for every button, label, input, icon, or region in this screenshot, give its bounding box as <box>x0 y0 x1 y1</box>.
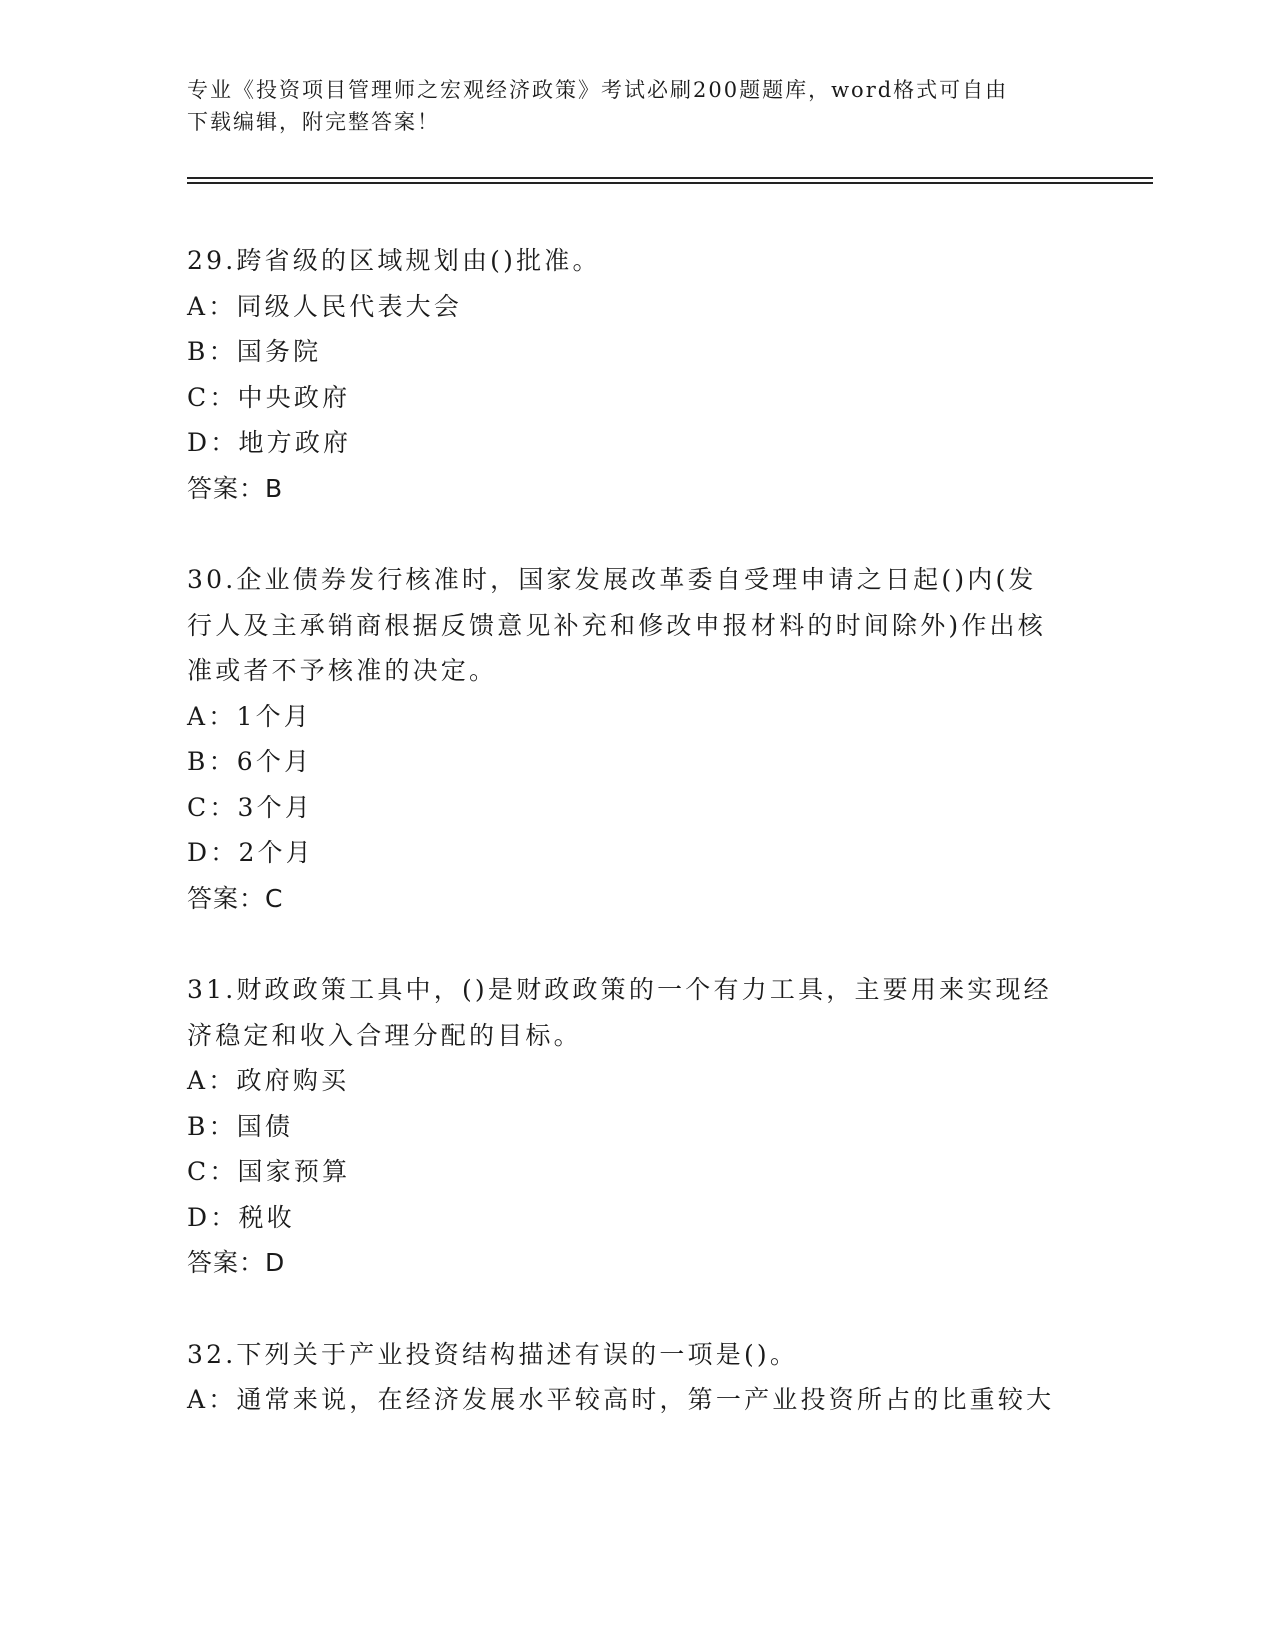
document-header <box>187 74 1067 138</box>
option-letter: A： <box>187 291 237 321</box>
option-letter: C： <box>187 792 238 822</box>
option-d <box>187 830 1087 876</box>
question-text-line-1: 31.财政政策工具中，()是财政政策的一个有力工具，主要用来实现经 <box>187 975 1052 1004</box>
option-letter: B： <box>187 337 237 366</box>
option-letter: C： <box>187 1157 238 1186</box>
option-c <box>187 785 1087 831</box>
option-d <box>187 420 1087 466</box>
answer-line: 答案：B <box>187 473 284 503</box>
option-letter: B： <box>187 1111 237 1141</box>
option-text: 通常来说，在经济发展水平较高时，第一产业投资所占的比重较大 <box>236 1385 1055 1414</box>
option-text: 3个月 <box>237 792 314 822</box>
question-text-line-1: 30.企业债券发行核准时，国家发展改革委自受理申请之日起()内(发 <box>187 565 1037 594</box>
option-b <box>187 1104 1087 1150</box>
header-divider-bottom <box>187 182 1153 184</box>
question-32 <box>187 1332 1087 1423</box>
option-letter: C： <box>187 382 238 412</box>
question-29 <box>187 238 1087 511</box>
option-letter: B： <box>187 747 237 776</box>
option-text: 地方政府 <box>238 428 352 457</box>
option-text: 国债 <box>236 1111 294 1141</box>
question-31 <box>187 967 1087 1286</box>
option-a <box>187 284 1087 330</box>
header-divider-top <box>187 177 1153 179</box>
question-text-line-2: 行人及主承销商根据反馈意见补充和修改申报材料的时间除外)作出核 <box>187 610 1046 640</box>
option-text: 中央政府 <box>237 382 351 412</box>
question-text-line-3: 准或者不予核准的决定。 <box>187 656 498 685</box>
option-text: 同级人民代表大会 <box>236 291 463 321</box>
option-a <box>187 694 1087 740</box>
option-c <box>187 375 1087 421</box>
option-a <box>187 1058 1087 1104</box>
question-text: 29.跨省级的区域规划由()批准。 <box>187 246 601 275</box>
header-line-1: 专业《投资项目管理师之宏观经济政策》考试必刷200题题库，word格式可自由 <box>187 78 1009 102</box>
option-letter: D： <box>187 838 239 867</box>
option-letter: A： <box>187 1385 237 1414</box>
header-line-2: 下载编辑，附完整答案！ <box>187 110 440 134</box>
option-text: 2个月 <box>238 838 314 867</box>
option-text: 国家预算 <box>237 1157 351 1186</box>
question-30 <box>187 557 1087 921</box>
option-text: 税收 <box>238 1202 295 1232</box>
question-text: 32.下列关于产业投资结构描述有误的一项是()。 <box>187 1339 799 1369</box>
option-c <box>187 1149 1087 1195</box>
option-text: 国务院 <box>236 337 322 366</box>
option-letter: A： <box>187 1066 237 1095</box>
option-text: 1个月 <box>236 701 312 731</box>
option-a <box>187 1377 1087 1423</box>
option-letter: A： <box>187 701 237 731</box>
option-letter: D： <box>187 428 239 457</box>
option-b <box>187 329 1087 375</box>
option-d <box>187 1195 1087 1241</box>
option-text: 6个月 <box>236 747 313 776</box>
answer-line: 答案：D <box>187 1248 286 1277</box>
answer-line: 答案：C <box>187 883 284 913</box>
option-letter: D： <box>187 1202 239 1232</box>
question-list <box>187 238 1087 1469</box>
question-text-line-2: 济稳定和收入合理分配的目标。 <box>187 1020 582 1050</box>
option-b <box>187 739 1087 785</box>
option-text: 政府购买 <box>236 1066 350 1095</box>
